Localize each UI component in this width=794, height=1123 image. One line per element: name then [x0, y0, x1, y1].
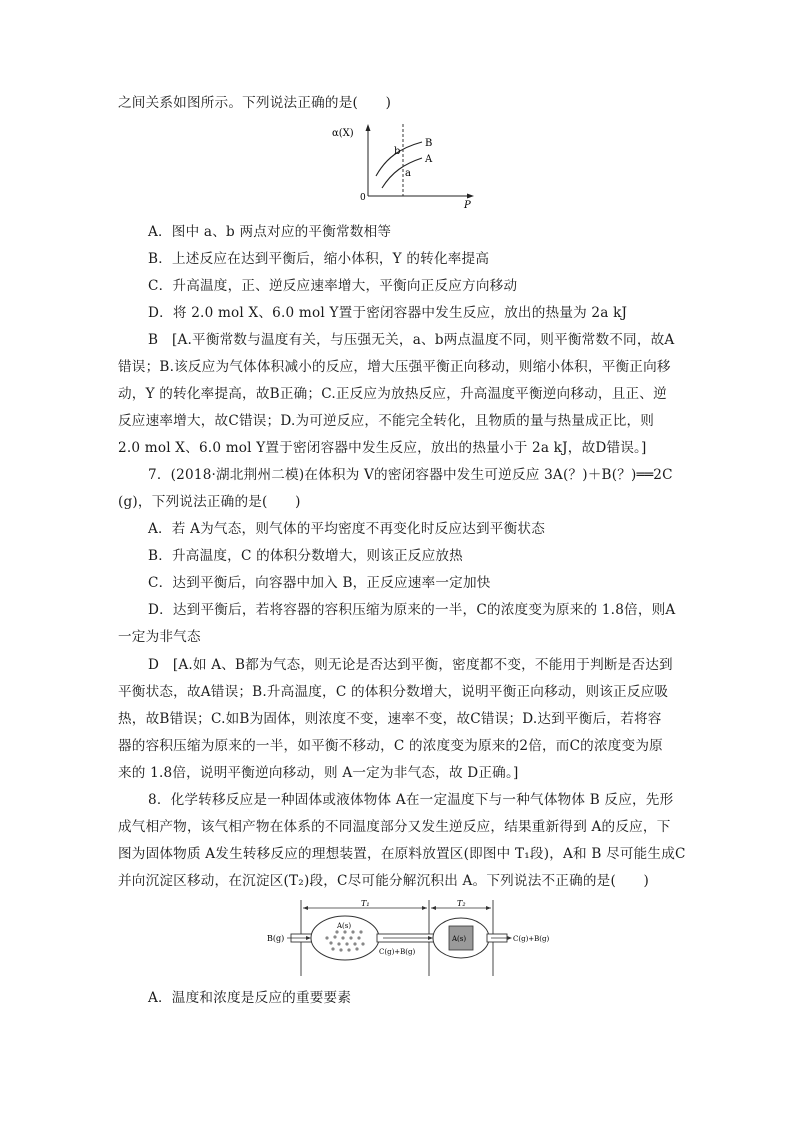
- q6-option-b: B．上述反应在达到平衡后，缩小体积，Y 的转化率提高: [148, 251, 490, 267]
- q8-stem-line-1: 8．化学转移反应是一种固体或液体物体 A在一定温度下与一种气体物体 B 反应，先形: [148, 792, 674, 808]
- outlet-label: C(g)+B(g): [513, 935, 550, 943]
- q8-stem-line-3: 图为固体物质 A发生转移反应的理想装置，在原料放置区(即图中 T₁段)，A和 B 尽可能生成C: [118, 846, 686, 862]
- q7-stem-line-2: (g)，下列说法正确的是( ): [118, 494, 301, 510]
- q8-stem-line-2: 成气相产物，该气相产物在体系的不同温度部分又发生逆反应，结果重新得到 A的反应，下: [118, 819, 671, 835]
- q7-answer-line-5: 来的 1.8倍，说明平衡逆向移动，则 A一定为非气态，故 D正确。]: [118, 765, 519, 781]
- q8-stem-line-4: 并向沉淀区移动，在沉淀区(T₂)段，C尽可能分解沉积出 A。下列说法不正确的是( ): [118, 873, 650, 889]
- q6-option-a: A．图中 a、b 两点对应的平衡常数相等: [148, 224, 392, 240]
- q7-option-a: A．若 A为气态，则气体的平均密度不再变化时反应达到平衡状态: [148, 521, 545, 537]
- middle-flow-label: C(g)+B(g): [379, 948, 416, 956]
- q7-answer-line-4: 器的容积压缩为原来的一半，如平衡不移动，C 的浓度变为原来的2倍，而C的浓度变为原: [118, 738, 663, 754]
- q7-answer-line-2: 平衡状态，故A错误；B.升高温度，C 的体积分数增大，说明平衡正向移动，则该正反应吸: [118, 684, 669, 700]
- q6-option-c: C．升高温度，正、逆反应速率增大，平衡向正反应方向移动: [148, 278, 518, 294]
- alpha-pressure-graph: [330, 118, 490, 210]
- q7-option-c: C．达到平衡后，向容器中加入 B，正反应速率一定加快: [148, 575, 491, 591]
- q8-option-a: A．温度和浓度是反应的重要要素: [148, 990, 352, 1006]
- q6-option-d: D．将 2.0 mol X、6.0 mol Y置于密闭容器中发生反应，放出的热量为 2a kJ: [148, 305, 628, 321]
- q7-option-d-cont: 一定为非气态: [118, 629, 201, 645]
- t1-label: T₁: [361, 899, 370, 908]
- inlet-label: B(g): [267, 934, 285, 943]
- q6-answer-line-1: B [A.平衡常数与温度有关，与压强无关，a、b两点温度不同，则平衡常数不同，故A: [148, 332, 675, 348]
- q6-answer-line-4: 反应速率增大，故C错误；D.为可逆反应，不能完全转化，且物质的量与热量成正比，则: [118, 413, 655, 429]
- point-b-label: b: [394, 146, 401, 157]
- q6-answer-line-2: 错误；B.该反应为气体体积减小的反应，增大压强平衡正向移动，则缩小体积，平衡正向移: [118, 359, 671, 375]
- point-a-label: a: [405, 168, 411, 179]
- transport-apparatus-diagram: [265, 898, 555, 978]
- q7-option-b: B．升高温度，C 的体积分数增大，则该正反应放热: [148, 548, 463, 564]
- q7-answer-line-3: 热，故B错误；C.如B为固体，则浓度不变，速率不变，故C错误；D.达到平衡后，若将容: [118, 711, 662, 727]
- q7-option-d: D．达到平衡后，若将容器的容积压缩为原来的一半，C的浓度变为原来的 1.8倍，则A: [148, 602, 676, 618]
- intro-line: 之间关系如图所示。下列说法正确的是( ): [118, 95, 392, 111]
- curve-a-label: A: [425, 154, 433, 165]
- q6-answer-line-3: 动，Y 的转化率提高，故B正确；C.正反应为放热反应，升高温度平衡逆向移动，且正、逆: [118, 386, 667, 402]
- left-chamber-label: A(s): [337, 922, 352, 930]
- right-chamber-label: A(s): [452, 935, 467, 943]
- q6-answer-line-5: 2.0 mol X、6.0 mol Y置于密闭容器中发生反应，放出的热量小于 2a kJ，故D错误。]: [118, 440, 647, 456]
- y-axis-label: α(X): [332, 128, 354, 139]
- q7-answer-line-1: D [A.如 A、B都为气态，则无论是否达到平衡，密度都不变，不能用于判断是否达到: [148, 657, 673, 673]
- origin-label: 0: [360, 193, 366, 203]
- x-axis-label: P: [464, 200, 471, 210]
- curve-a: [382, 158, 422, 188]
- q7-stem-line-1: 7．(2018·湖北荆州二模)在体积为 V的密闭容器中发生可逆反应 3A(？)＋B(？)══2C: [148, 467, 673, 483]
- curve-b-label: B: [425, 138, 433, 149]
- t2-label: T₂: [457, 899, 466, 908]
